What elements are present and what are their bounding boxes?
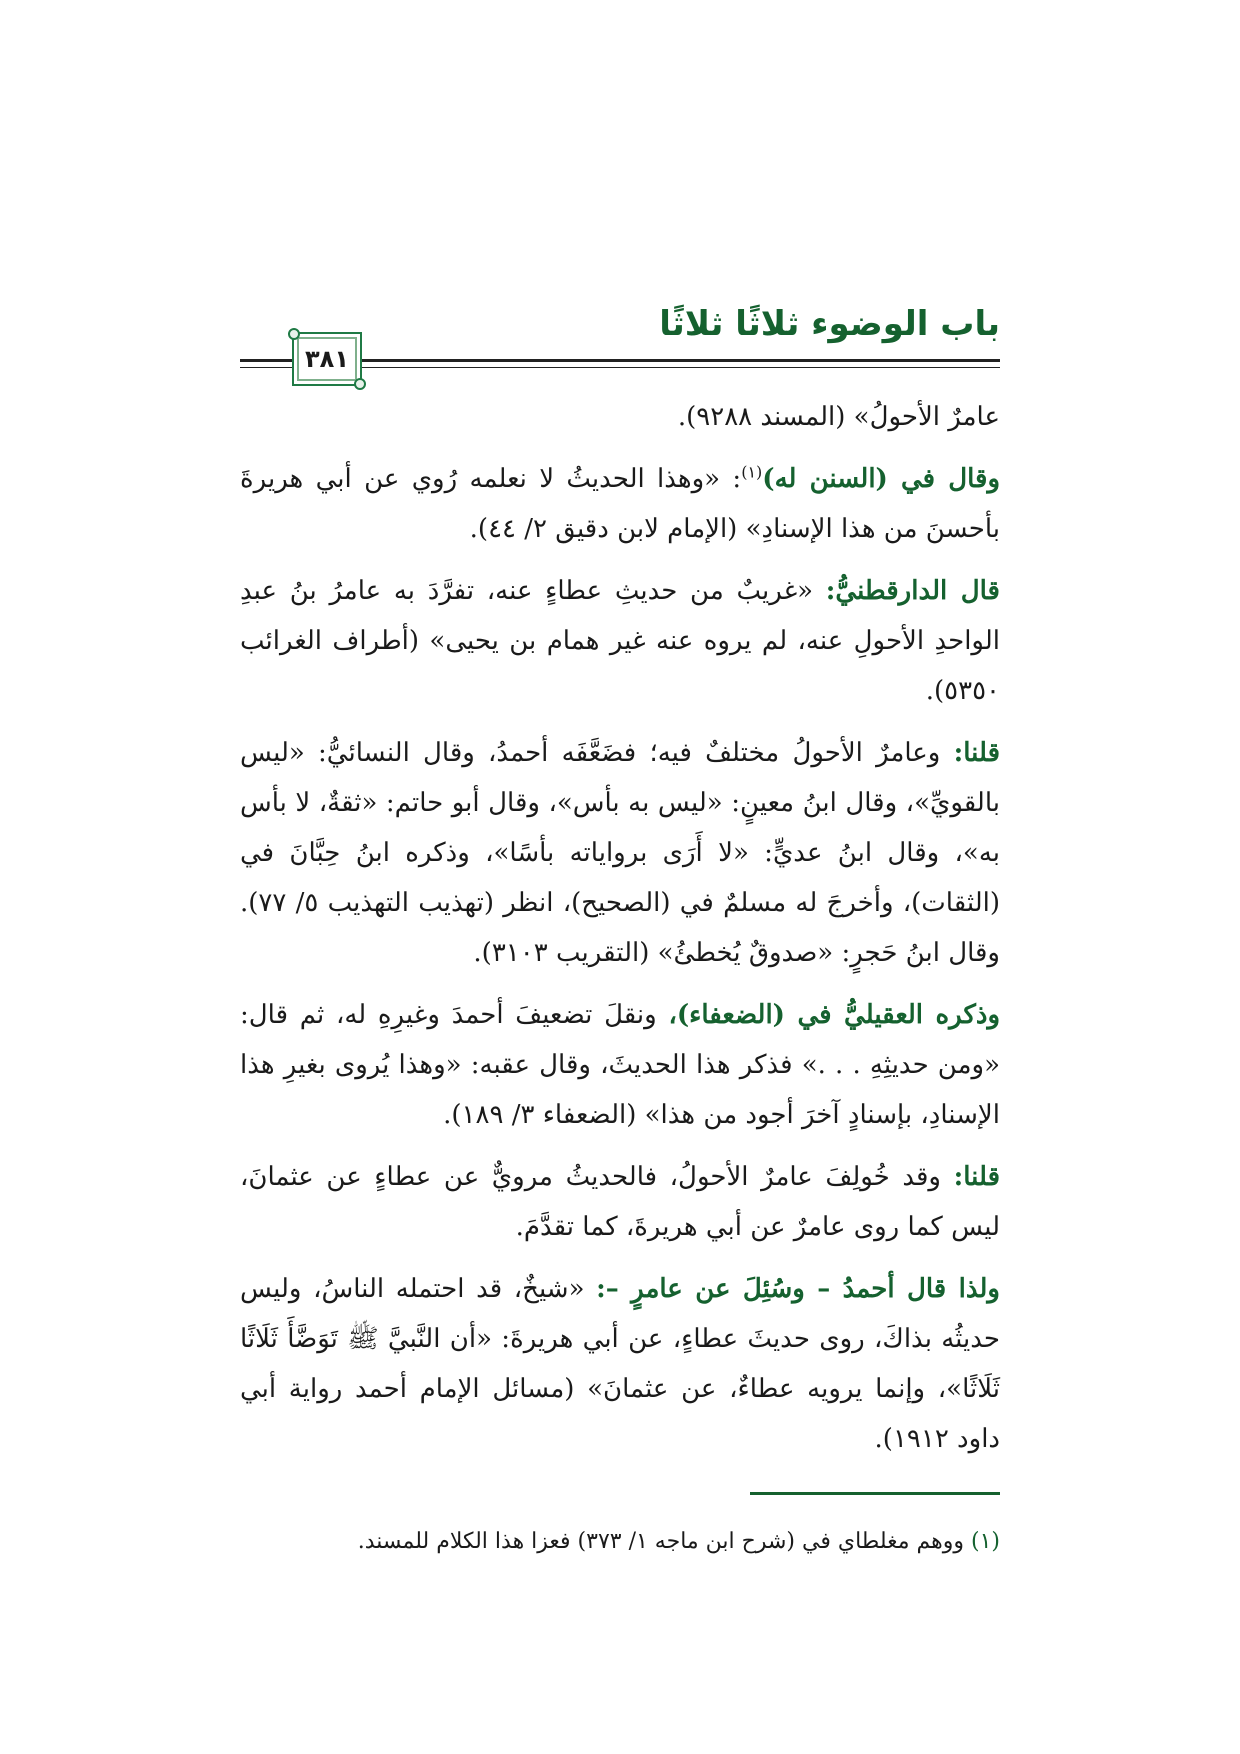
footnote-reference[interactable]: (١) [741,462,763,482]
page-header [0,304,1240,384]
paragraph-lead: قال الدارقطنيُّ: [825,576,1000,606]
paragraph-1 [240,392,1000,442]
paragraph-lead: وقال في (السنن له) [762,464,1001,494]
footnote-divider [750,1492,1000,1495]
paragraph-7 [240,1264,1000,1464]
paragraph-6 [240,1152,1000,1252]
paragraph-2 [240,454,1000,554]
footnote-number: (١) [970,1529,1000,1554]
paragraph-text: وعامرٌ الأحولُ مختلفٌ فيه؛ فضَعَّفَه أحمدُ، وقال النسائيُّ: «ليس بالقويِّ»، وقال ابنُ معينٍ: «ليس به بأس»، وقال أبو حاتم: «ثقةٌ، لا بأس به»، وقال ابنُ عديٍّ: «لا أَرَى برواياته بأسًا»، وذكره ابنُ حِبَّانَ في (الثقات)، وأخرجَ له مسلمٌ في (الصحيح)، انظر (تهذيب التهذيب ٥/ ٧٧). وقال ابنُ حَجرٍ: «صدوقٌ يُخطئُ» (التقريب ٣١٠٣). [240,738,1000,968]
paragraph-3 [240,566,1000,716]
paragraph-text: «غريبٌ من حديثِ عطاءٍ عنه، تفرَّدَ به عامرُ بنُ عبدِ الواحدِ الأحولِ عنه، لم يروه عنه غير همام بن يحيى» (أطراف الغرائب ٥٣٥٠). [240,576,1000,706]
paragraph-lead: وذكره العقيليُّ في (الضعفاء)، [668,1000,1001,1030]
paragraph-text: : «وهذا الحديثُ لا نعلمه رُوي عن أبي هريرةَ بأحسنَ من هذا الإسنادِ» (الإمام لابن دقيق ٢/ ٤٤). [240,464,1000,544]
paragraph-4 [240,728,1000,978]
paragraph-lead: قلنا: [953,1162,1000,1192]
footnote-text: ووهم مغلطاي في (شرح ابن ماجه ١/ ٣٧٣) فعزا هذا الكلام للمسند. [357,1529,971,1554]
paragraph-lead: قلنا: [953,738,1000,768]
paragraph-5 [240,990,1000,1140]
paragraph-text: ونقلَ تضعيفَ أحمدَ وغيرِهِ له، ثم قال: «ومن حديثِهِ . . .» فذكر هذا الحديثَ، وقال عقبه: «وهذا يُروى بغيرِ هذا الإسنادِ، بإسنادٍ آخرَ أجود من هذا» (الضعفاء ٣/ ١٨٩). [240,1000,1000,1130]
footnote [240,1524,1000,1560]
chapter-title: باب الوضوء ثلاثًا ثلاثًا [659,304,1000,344]
paragraph-text: عامرٌ الأحولُ» (المسند ٩٢٨٨). [677,402,1000,432]
paragraph-lead: ولذا قال أحمدُ – وسُئِلَ عن عامرٍ –: [596,1274,1000,1304]
paragraph-text: وقد خُولِفَ عامرٌ الأحولُ، فالحديثُ مرويٌّ عن عطاءٍ عن عثمانَ، ليس كما روى عامرٌ عن أبي هريرةَ، كما تقدَّمَ. [240,1162,1000,1242]
page-body [240,392,1000,1476]
paragraph-text: «شيخٌ، قد احتمله الناسُ، وليس حديثُه بذاكَ، روى حديثَ عطاءٍ، عن أبي هريرةَ: «أن النَّبيَّ ﷺ تَوَضَّأَ ثَلَاثًا ثَلَاثًا»، وإنما يرويه عطاءٌ، عن عثمانَ» (مسائل الإمام أحمد رواية أبي داود ١٩١٢). [240,1274,1000,1454]
page-number-badge: ٣٨١ [292,332,362,386]
